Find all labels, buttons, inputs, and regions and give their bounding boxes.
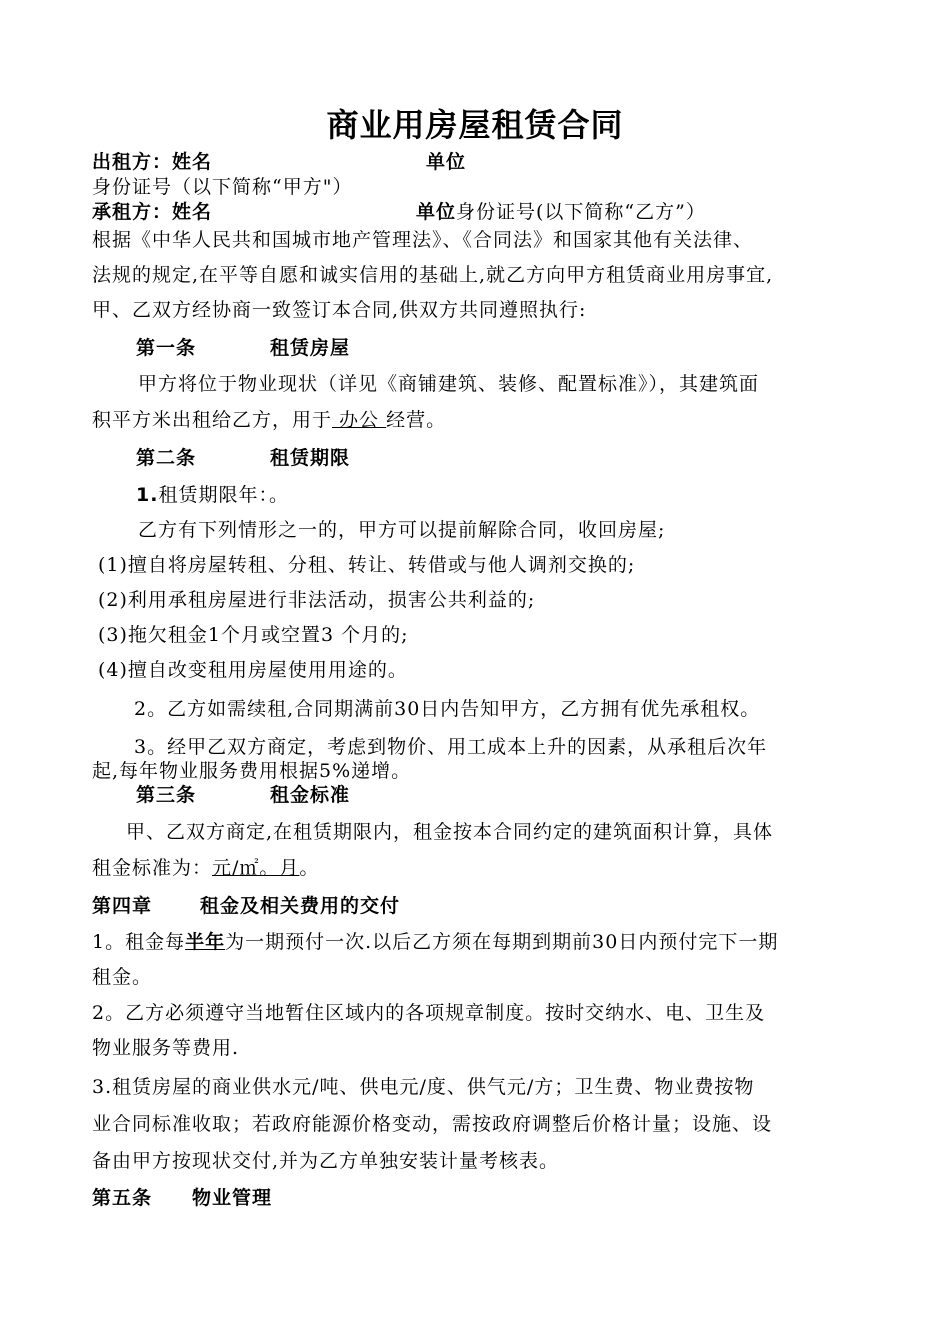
lessee-label: 承租方：姓名 bbox=[92, 201, 213, 223]
article-3-line-2-text: 租金标准为： bbox=[92, 857, 213, 879]
chapter-4-item-1-text: 1。租金每 bbox=[92, 931, 186, 953]
usage-value: 办公 bbox=[332, 409, 387, 431]
preamble-line-3: 甲、乙双方经协商一致签订本合同,供双方共同遵照执行: bbox=[92, 299, 587, 321]
preamble-line-2: 法规的规定,在平等自愿和诚实信用的基础上,就乙方向甲方租赁商业用房事宜, bbox=[92, 264, 774, 286]
article-3-heading: 第三条 bbox=[136, 784, 197, 806]
article-5-heading: 第五条 bbox=[92, 1187, 153, 1209]
article-2-item-3-line-2: 起,每年物业服务费用根据5%递增。 bbox=[92, 760, 412, 782]
chapter-4-item-3-line-3: 备由甲方按现状交付,并为乙方单独安装计量考核表。 bbox=[92, 1150, 560, 1172]
lessee-unit-label: 单位 bbox=[416, 201, 457, 223]
article-3-line-2 bbox=[92, 856, 319, 880]
lessee-id-text: 身份证号(以下简称“乙方”） bbox=[456, 201, 706, 223]
termination-case-3: (3)拖欠租金1个月或空置3 个月的; bbox=[98, 624, 409, 646]
termination-case-4: (4)擅自改变租用房屋使用用途的。 bbox=[98, 659, 408, 681]
rent-rate-value: 元/㎡。月 bbox=[212, 857, 300, 879]
lessor-label: 出租方：姓名 bbox=[92, 151, 213, 173]
article-2-item-1-text: 租赁期限年：。 bbox=[158, 484, 289, 506]
article-1-line-2 bbox=[92, 408, 446, 432]
chapter-4-heading: 第四章 bbox=[92, 895, 153, 917]
article-2-item-3-line-1: 3。经甲乙双方商定，考虑到物价、用工成本上升的因素，从承租后次年 bbox=[134, 736, 768, 758]
article-1-line-2-text: 积平方米出租给乙方，用于 bbox=[92, 409, 333, 431]
chapter-4-title: 租金及相关费用的交付 bbox=[200, 895, 401, 917]
article-3-line-1: 甲、乙双方商定,在租赁期限内，租金按本合同约定的建筑面积计算，具体 bbox=[126, 821, 774, 843]
article-3-title: 租金标准 bbox=[270, 784, 351, 806]
chapter-4-item-2-line-2: 物业服务等费用. bbox=[92, 1037, 240, 1059]
chapter-4-item-2-line-1: 2。乙方必须遵守当地暂住区域内的各项规章制度。按时交纳水、电、卫生及 bbox=[92, 1002, 766, 1024]
article-1-line-2-end: 经营。 bbox=[386, 409, 447, 431]
article-2-title: 租赁期限 bbox=[270, 447, 351, 469]
article-1-line-1: 甲方将位于物业现状（详见《商铺建筑、装修、配置标准》），其建筑面 bbox=[138, 373, 760, 395]
chapter-4-item-3-line-2: 业合同标准收取；若政府能源价格变动，需按政府调整后价格计量；设施、设 bbox=[92, 1113, 773, 1135]
article-2-item-2: 2。乙方如需续租,合同期满前30日内告知甲方，乙方拥有优先承租权。 bbox=[134, 698, 761, 720]
termination-case-2: (2)利用承租房屋进行非法活动，损害公共利益的; bbox=[98, 589, 536, 611]
article-5-title: 物业管理 bbox=[192, 1187, 273, 1209]
lessor-id-line: 身份证号（以下简称“甲方"） bbox=[92, 176, 353, 198]
lessor-unit-label: 单位 bbox=[426, 151, 467, 173]
article-2-heading: 第二条 bbox=[136, 447, 197, 469]
article-3-line-2-end: 。 bbox=[299, 857, 320, 879]
chapter-4-item-1-rest: 为一期预付一次.以后乙方须在每期到期前30日内预付完下一期 bbox=[225, 931, 779, 953]
article-2-item-1-number: 1. bbox=[136, 484, 159, 506]
article-2-item-1 bbox=[136, 483, 289, 507]
chapter-4-item-3-line-1: 3.租赁房屋的商业供水元/吨、供电元/度、供气元/方；卫生费、物业费按物 bbox=[92, 1076, 755, 1098]
lessee-unit-line bbox=[416, 200, 706, 224]
termination-case-1: (1)擅自将房屋转租、分租、转让、转借或与他人调剂交换的; bbox=[98, 554, 636, 576]
payment-term-value: 半年 bbox=[185, 931, 226, 953]
document-title: 商业用房屋租赁合同 bbox=[326, 106, 624, 144]
article-2-intro: 乙方有下列情形之一的，甲方可以提前解除合同，收回房屋; bbox=[138, 519, 666, 541]
article-1-title: 租赁房屋 bbox=[270, 337, 351, 359]
chapter-4-item-1-line-1 bbox=[92, 930, 778, 954]
article-1-heading: 第一条 bbox=[136, 337, 197, 359]
chapter-4-item-1-line-2: 租金。 bbox=[92, 966, 153, 988]
preamble-line-1: 根据《中华人民共和国城市地产管理法》、《合同法》和国家其他有关法律、 bbox=[92, 229, 754, 251]
